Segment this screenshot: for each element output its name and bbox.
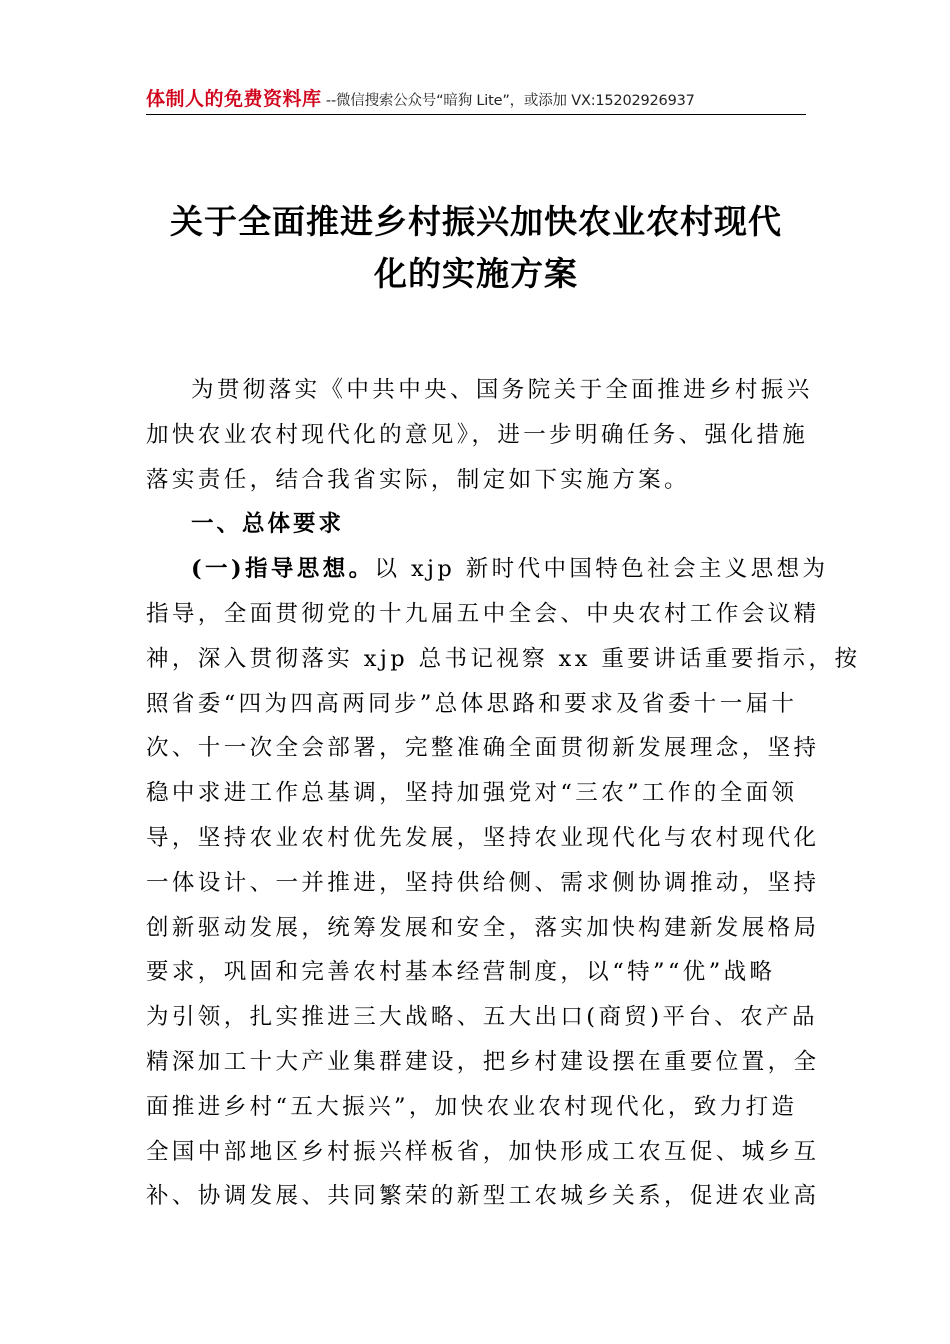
sub-heading: (一)指导思想。	[191, 556, 375, 583]
text-line: 精深加工十大产业集群建设，把乡村建设摆在重要位置，全	[146, 1048, 820, 1075]
text-line: 次、十一次全会部署，完整准确全面贯彻新发展理念，坚持	[146, 735, 820, 762]
text-line: 加快农业农村现代化的意见》，进一步明确任务、强化措施	[146, 421, 809, 448]
section-heading: 一、总体要求	[191, 511, 345, 538]
text-line: 创新驱动发展，统筹发展和安全，落实加快构建新发展格局	[146, 914, 820, 941]
text-line: 导，坚持农业农村优先发展，坚持农业现代化与农村现代化	[146, 824, 820, 851]
text-line: 面推进乡村“五大振兴”，加快农业农村现代化，致力打造	[146, 1093, 798, 1120]
text-line: (一)指导思想。以 xjp 新时代中国特色社会主义思想为	[191, 556, 829, 583]
title-line: 关于全面推进乡村振兴加快农业农村现代	[170, 202, 782, 241]
guiding-thought-paragraph	[146, 547, 861, 1219]
text-line: 为引领，扎实推进三大战略、五大出口(商贸)平台、农产品	[146, 1004, 818, 1031]
document-body	[146, 368, 861, 1219]
text-line: 照省委“四为四高两同步”总体思路和要求及省委十一届十	[146, 690, 798, 717]
intro-paragraph	[146, 368, 813, 502]
text-line: 为贯彻落实《中共中央、国务院关于全面推进乡村振兴	[191, 377, 813, 403]
text-line: 一体设计、一并推进，坚持供给侧、需求侧协调推动，坚持	[146, 869, 820, 896]
text-line: 落实责任，结合我省实际，制定如下实施方案。	[146, 466, 690, 493]
title-line: 化的实施方案	[374, 254, 578, 293]
text-line: 稳中求进工作总基调，坚持加强党对“三农”工作的全面领	[146, 780, 798, 807]
header-brand: 体制人的免费资料库	[146, 88, 322, 110]
text-line: 要求，巩固和完善农村基本经营制度，以“特”“优”战略	[146, 959, 776, 986]
text-line: 指导，全面贯彻党的十九届五中全会、中央农村工作会议精	[146, 600, 820, 627]
text-line: 全国中部地区乡村振兴样板省，加快形成工农互促、城乡互	[146, 1138, 820, 1165]
text-line: 神，深入贯彻落实 xjp 总书记视察 xx 重要讲话重要指示，按	[146, 645, 861, 672]
header-notice: --微信搜索公众号“暗狗 Lite”，或添加 VX:15202926937	[321, 93, 695, 109]
document-title	[146, 196, 806, 300]
text-line: 补、协调发展、共同繁荣的新型工农城乡关系，促进农业高	[146, 1183, 820, 1210]
page-header	[146, 84, 806, 115]
